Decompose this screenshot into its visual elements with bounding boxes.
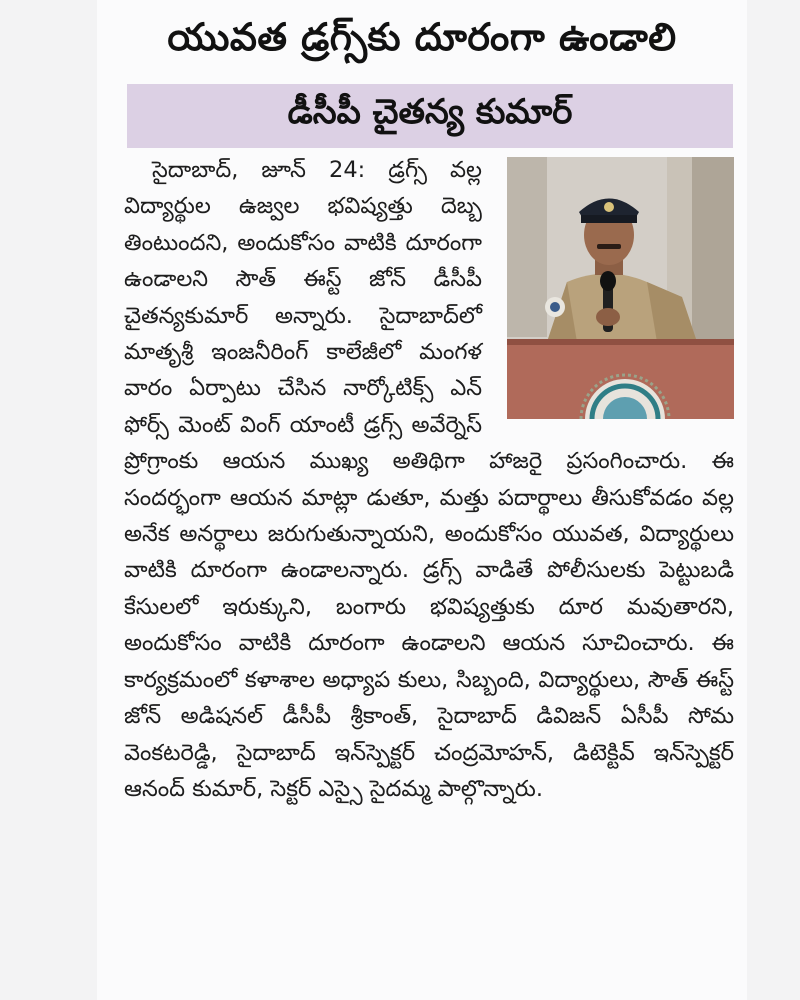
article-body <box>124 152 734 807</box>
subheadline-band <box>127 84 733 148</box>
subheadline: డీసీపీ చైతన్య కుమార్ <box>287 92 573 132</box>
photo-spacer <box>494 152 734 428</box>
article-paragraph: సైదాబాద్, జూన్ 24: డ్రగ్స్ వల్ల విద్యార్థుల ఉజ్వల భవిష్యత్తు దెబ్బ తింటుందని, అందుకోసం వాటికి దూరంగా ఉండాలని సౌత్ ఈస్ట్ జోన్ డీసీపీ చైతన్యకుమార్ అన్నారు. సైదాబాద్‌లో మాతృశ్రీ ఇంజనీరింగ్ కాలేజీలో మంగళ వారం ఏర్పాటు చేసిన నార్కోటిక్స్ ఎన్ ఫోర్స్ మెంట్ వింగ్ యాంటీ డ్రగ్స్ అవేర్నెస్ ప్రోగ్రాంకు ఆయన ముఖ్య అతిథిగా హాజరై ప్రసంగించారు. ఈ సందర్భంగా ఆయన మాట్లా డుతూ, మత్తు పదార్థాలు తీసుకోవడం వల్ల అనేక అనర్థాలు జరుగుతున్నాయని, అందుకోసం యువత, విద్యార్థులు వాటికి దూరంగా ఉండాలన్నారు. డ్రగ్స్ వాడితే పోలీసులకు పెట్టుబడి కేసులలో ఇరుక్కుని, బంగారు భవిష్యత్తుకు దూర మవుతారని, అందుకోసం వాటికి దూరంగా ఉండాలని ఆయన సూచించారు. ఈ కార్యక్రమంలో కళాశాల అధ్యాప కులు, సిబ్బంది, విద్యార్థులు, సౌత్ ఈస్ట్ జోన్ అడిషనల్ డీసీపీ శ్రీకాంత్, సైదాబాద్ డివిజన్ ఏసీపీ సోమ వెంకటరెడ్డి, సైదాబాద్ ఇన్‌స్పెక్టర్ చంద్రమోహన్, డిటెక్టివ్ ఇన్‌స్పెక్టర్ ఆనంద్ కుమార్, సెక్టర్ ఎస్సై సైదమ్మ పాల్గొన్నారు. <box>124 157 734 802</box>
headline: యువత డ్రగ్స్‌కు దూరంగా ఉండాలి <box>167 15 677 59</box>
newspaper-clipping <box>97 0 747 1000</box>
